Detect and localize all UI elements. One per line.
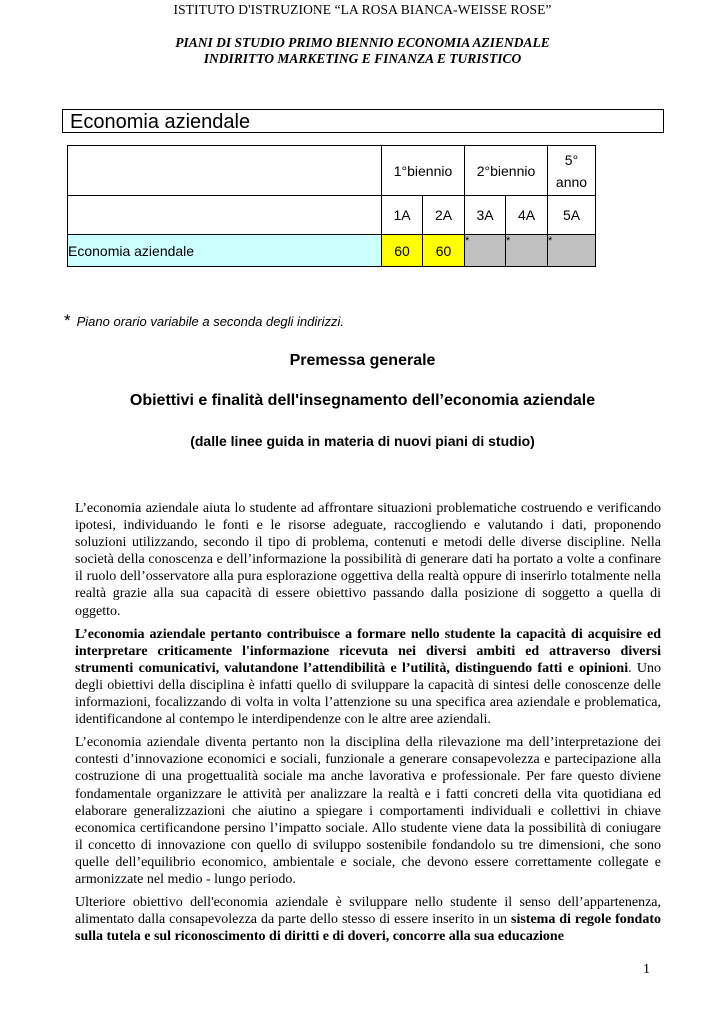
fifth-year-header [548, 146, 596, 196]
plan-header-line1: PIANI DI STUDIO PRIMO BIENNIO ECONOMIA AZIENDALE [175, 35, 550, 50]
objectives-heading: Obiettivi e finalità dell'insegnamento dell’economia aziendale [129, 392, 596, 409]
note-asterisk: * [64, 311, 71, 330]
note-text: Piano orario variabile a seconda degli indirizzi. [76, 314, 344, 329]
table-empty-cell [68, 146, 382, 196]
plan-header [0, 35, 725, 67]
hours-2a-cell: 60 [423, 235, 465, 267]
plan-header-line2: INDIRITTO MARKETING E FINANZA E TURISTICO [203, 51, 522, 66]
paragraph-2 [75, 626, 661, 729]
schedule-note [64, 311, 344, 331]
class-1a-header: 1A [382, 196, 423, 235]
class-4a-header: 4A [506, 196, 548, 235]
guidelines-subheading: (dalle linee guida in materia di nuovi piani di studio) [190, 433, 535, 449]
table-empty-cell [68, 196, 382, 235]
paragraph-4-bold: sistema di regole fondato sulla tutela e sul riconoscimento di diritti e di doveri, concorre alla sua educazione [75, 912, 661, 945]
paragraph-3: L’economia aziendale diventa pertanto non la disciplina della rilevazione ma dell’interpretazione dei contesti d’innovazione economici e sociali, funzionale a generare consapevolezza e partecipazione alla costruzione di una progettualità sociale ma anche lavorativa e professionale. Per fare questo diviene fondamentale organizzare le attività per analizzare la realtà e i fatti concreti della vita quotidiana ed elaborare generalizzazioni che aiutino a spiegare i comportamenti individuali e collettivi in chiave economica certificandone persino l’impatto sociale. Allo studente viene data la possibilità di coniugare il concetto di innovazione con quello di sviluppo sostenibile fondandolo su tre dimensioni, che sono quelle dell’equilibrio economico, ambientale e sociale, che devono essere correttamente collegate e armonizzate nel medio - lungo periodo. [75, 735, 661, 887]
paragraph-4 [75, 894, 661, 945]
body-text [75, 500, 661, 951]
institute-header: ISTITUTO D'ISTRUZIONE “LA ROSA BIANCA-WEISSE ROSE” [173, 2, 552, 17]
fifth-year-line2: anno [555, 173, 588, 190]
premise-heading: Premessa generale [289, 352, 436, 369]
paragraph-1: L’economia aziendale aiuta lo studente ad affrontare situazioni problematiche costruendo e verificando ipotesi, individuando le fonti e le risorse adeguate, raccogliendo e valutando i dati, proponendo soluzioni utilizzando, secondo il tipo di problema, contenuti e metodi delle diverse discipline. Nella società della conoscenza e dell’informazione la possibilità di generare dati ha portato a volte a confinare il ruolo dell’osservatore alla pura esplorazione oggettiva della realtà oppure di inserirlo totalmente nella realtà grazie alla sua capacità di essere obiettivo passando dalla posizione di soggetto a quella di oggetto. [75, 501, 661, 619]
paragraph-2-bold: L’economia aziendale pertanto contribuisce a formare nello studente la capacità di acquisire ed interpretare criticamente l'informazione ricevuta nei diversi ambiti ed attraverso diversi strumenti comunicativi, valutandone l’attendibilità e l’utilità, distinguendo fatti e opinioni [75, 626, 661, 676]
class-5a-header: 5A [548, 196, 596, 235]
hours-4a-cell: * [506, 235, 548, 267]
paragraph-4-start: Ulteriore obiettivo dell'economia aziendale è sviluppare nello studente il senso dell’appartenenza, alimentato dalla consapevolezza da parte dello stesso di essere inserito in un [75, 895, 661, 928]
subject-cell: Economia aziendale [68, 235, 382, 267]
hours-5a-cell: * [548, 235, 596, 267]
class-2a-header: 2A [423, 196, 465, 235]
hours-3a-cell: * [465, 235, 506, 267]
section-title-box: Economia aziendale [62, 109, 664, 133]
page-number: 1 [643, 962, 650, 977]
paragraph-2-rest: . Uno degli obiettivi della disciplina è infatti quello di sviluppare la capacità di sintesi delle conoscenze delle informazioni, focalizzando di volta in volta l’attenzione su una specifica area aziendale e problematica, identificandone al contempo le interdipendenze con le altre aree aziendali. [75, 660, 661, 728]
hours-1a-cell: 60 [382, 235, 423, 267]
second-biennium-header: 2°biennio [465, 146, 548, 196]
hours-table [67, 145, 596, 267]
fifth-year-line1: 5° [564, 151, 579, 168]
class-3a-header: 3A [465, 196, 506, 235]
first-biennium-header: 1°biennio [382, 146, 465, 196]
